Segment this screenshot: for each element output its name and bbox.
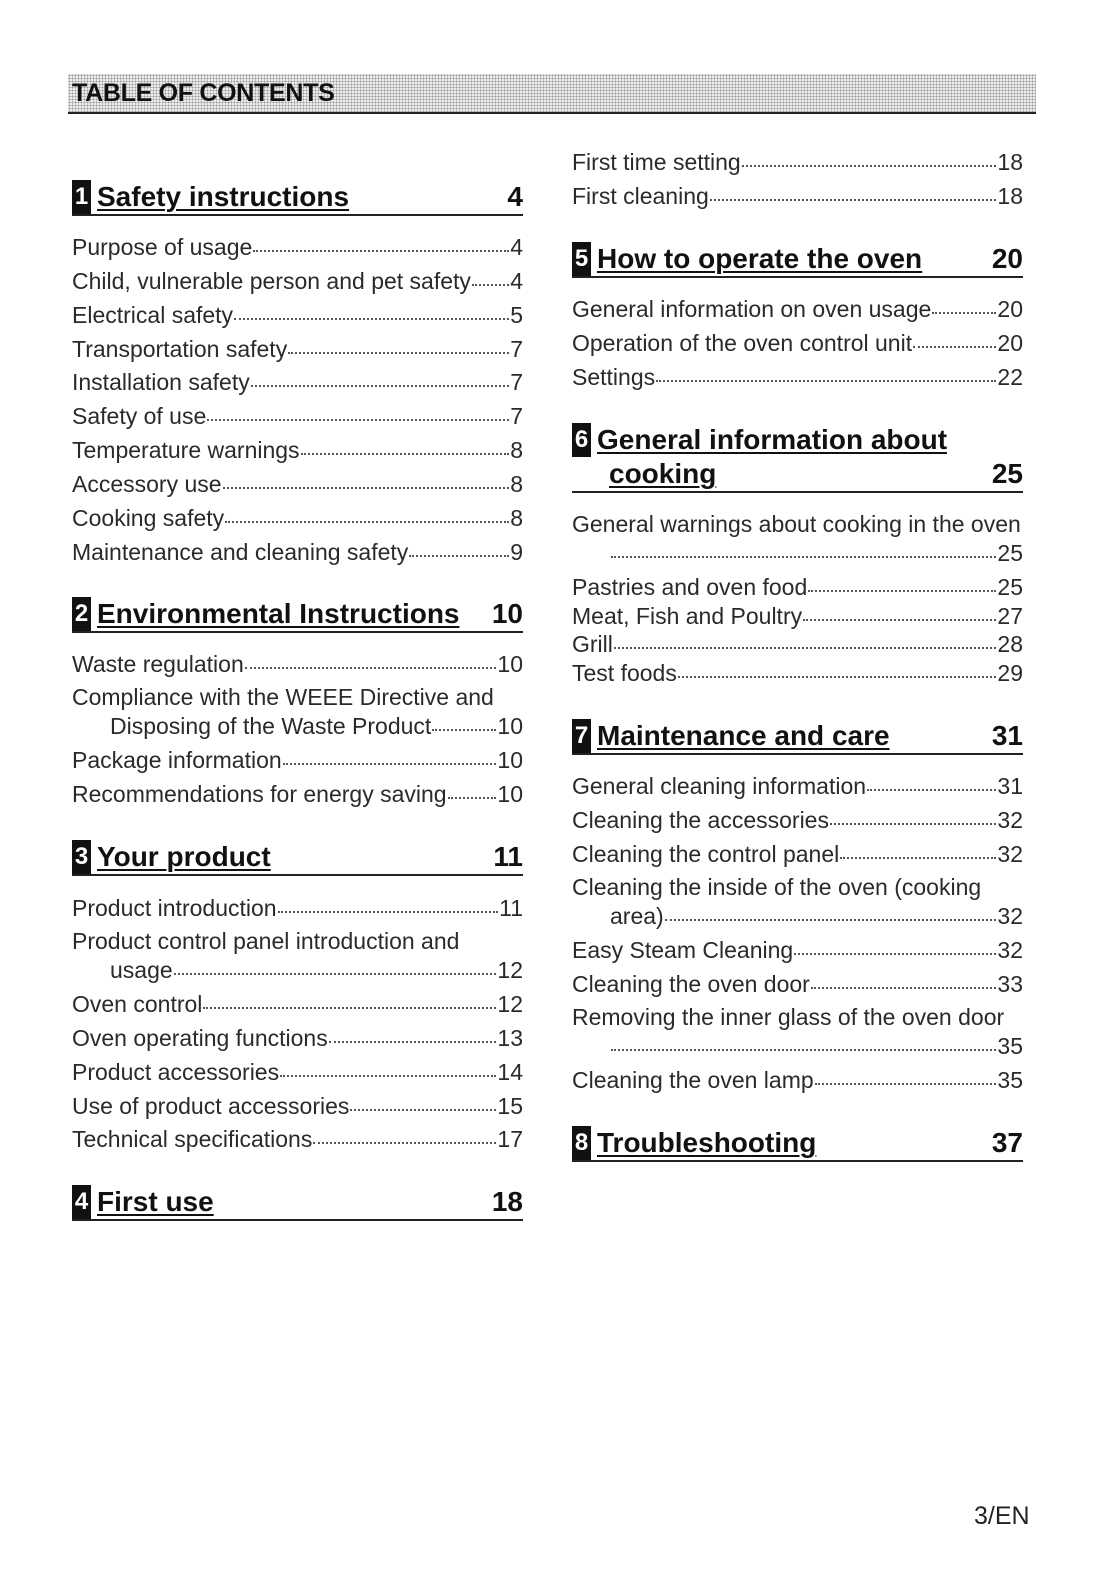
section-number: 2	[72, 597, 91, 631]
entry-page: 5	[510, 302, 523, 328]
entry-label: Technical specifications	[72, 1126, 313, 1152]
entry-label: Compliance with the WEEE Directive and	[72, 684, 494, 710]
entry-page: 32	[997, 841, 1023, 867]
entry-page: 12	[497, 991, 523, 1017]
leader-dots	[867, 788, 996, 791]
toc-entry[interactable]	[72, 779, 523, 809]
toc-entry[interactable]	[72, 893, 523, 923]
leader-dots	[203, 1006, 496, 1009]
entry-label: Removing the inner glass of the oven door	[572, 1004, 1005, 1030]
entry-page: 20	[997, 330, 1023, 356]
section-title: Your product	[97, 841, 271, 872]
entry-page: 28	[997, 631, 1023, 657]
leader-dots	[932, 311, 996, 314]
leader-dots	[794, 952, 996, 955]
entry-page: 32	[997, 903, 1023, 929]
entry-page: 35	[997, 1067, 1023, 1093]
leader-dots	[472, 283, 509, 286]
section-title: Troubleshooting	[597, 1127, 817, 1158]
entry-page: 8	[510, 437, 523, 463]
entry-label: Use of product accessories	[72, 1093, 350, 1119]
entry-label: Safety of use	[72, 403, 207, 429]
entry-page: 25	[997, 540, 1023, 566]
entry-label: Product control panel introduction and	[72, 928, 460, 954]
entry-label: Test foods	[572, 660, 677, 686]
entry-label: Grill	[572, 631, 613, 657]
entry-label: Waste regulation	[72, 651, 244, 677]
toc-entry[interactable]	[572, 328, 1023, 358]
leader-dots	[611, 1048, 996, 1051]
section-safety-instructions[interactable]	[72, 180, 523, 216]
entry-label: Cleaning the accessories	[572, 807, 829, 833]
toc-entry[interactable]	[72, 683, 523, 741]
toc-entry[interactable]	[72, 503, 523, 533]
entry-label: First cleaning	[572, 183, 709, 209]
toc-entry[interactable]	[572, 873, 1023, 931]
entry-page: 11	[499, 895, 523, 921]
toc-entry[interactable]	[72, 649, 523, 679]
leader-dots	[811, 986, 997, 989]
toc-entry[interactable]	[572, 805, 1023, 835]
section-number: 3	[72, 840, 91, 874]
leader-dots	[350, 1108, 496, 1111]
toc-entry[interactable]	[572, 572, 1023, 602]
section-page: 18	[491, 1186, 523, 1217]
entry-page: 35	[997, 1033, 1023, 1059]
entry-label: General cleaning information	[572, 773, 867, 799]
leader-dots	[207, 418, 509, 421]
toc-entry[interactable]	[72, 1023, 523, 1053]
entry-page: 18	[997, 149, 1023, 175]
entry-label: Cleaning the inside of the oven (cooking	[572, 874, 982, 900]
leader-dots	[830, 822, 996, 825]
entry-page: 10	[497, 781, 523, 807]
section-how-to-operate[interactable]	[572, 242, 1023, 278]
toc-entry[interactable]	[572, 294, 1023, 324]
entry-page: 13	[497, 1025, 523, 1051]
toc-entry[interactable]	[572, 629, 1023, 659]
toc-entry[interactable]	[72, 334, 523, 364]
entry-label: Package information	[72, 747, 282, 773]
leader-dots	[251, 384, 509, 387]
page-number: 3/EN	[974, 1502, 1030, 1530]
section-first-use[interactable]	[72, 1185, 523, 1221]
entry-page: 22	[997, 364, 1023, 390]
entry-label: Maintenance and cleaning safety	[72, 539, 409, 565]
entry-label: Product accessories	[72, 1059, 280, 1085]
entry-label: Purpose of usage	[72, 234, 253, 260]
leader-dots	[742, 164, 997, 167]
entry-label: Pastries and oven food	[572, 574, 808, 600]
toc-entry[interactable]	[572, 1003, 1023, 1061]
toc-entry[interactable]	[572, 147, 1023, 177]
section-page: 11	[493, 841, 523, 872]
toc-entry[interactable]	[572, 510, 1023, 568]
entry-page: 25	[997, 574, 1023, 600]
section-page: 37	[991, 1127, 1023, 1158]
toc-entry[interactable]	[72, 401, 523, 431]
leader-dots	[678, 675, 997, 678]
toc-entry[interactable]	[72, 435, 523, 465]
toc-entry[interactable]	[72, 300, 523, 330]
entry-page: 7	[510, 336, 523, 362]
entry-label: Oven control	[72, 991, 203, 1017]
leader-dots	[253, 249, 509, 252]
leader-dots	[225, 520, 509, 523]
section-page: 25	[991, 458, 1023, 489]
section-maintenance-care[interactable]	[572, 719, 1023, 755]
entry-page: 8	[510, 505, 523, 531]
toc-header	[68, 74, 1036, 114]
entry-label: Accessory use	[72, 471, 222, 497]
leader-dots	[448, 796, 497, 799]
toc-entry[interactable]	[72, 989, 523, 1019]
entry-label: Electrical safety	[72, 302, 234, 328]
section-page: 10	[491, 598, 523, 629]
entry-label-continued: Disposing of the Waste Product	[110, 713, 432, 739]
entry-label-continued: area)	[610, 903, 664, 929]
section-page: 31	[991, 720, 1023, 751]
toc-entry[interactable]	[72, 1124, 523, 1154]
entry-label: Product introduction	[72, 895, 277, 921]
entry-page: 8	[510, 471, 523, 497]
leader-dots	[611, 555, 996, 558]
entry-label: Temperature warnings	[72, 437, 300, 463]
leader-dots	[656, 379, 996, 382]
entry-label: First time setting	[572, 149, 741, 175]
toc-entry[interactable]	[572, 839, 1023, 869]
entry-page: 29	[997, 660, 1023, 686]
section-your-product[interactable]	[72, 840, 523, 876]
toc-title: TABLE OF CONTENTS	[72, 79, 335, 107]
entry-label: Settings	[572, 364, 656, 390]
entry-page: 4	[510, 268, 523, 294]
leader-dots	[913, 345, 996, 348]
section-title: First use	[97, 1186, 214, 1217]
leader-dots	[280, 1074, 496, 1077]
entry-page: 32	[997, 807, 1023, 833]
entry-label-continued: usage	[110, 957, 173, 983]
section-number: 1	[72, 180, 91, 214]
toc-entry[interactable]	[72, 745, 523, 775]
section-page: 20	[991, 243, 1023, 274]
section-number: 7	[572, 719, 591, 753]
entry-label: Transportation safety	[72, 336, 288, 362]
entry-label: Recommendations for energy saving	[72, 781, 447, 807]
toc-entry[interactable]	[72, 537, 523, 567]
section-environmental-instructions[interactable]	[72, 597, 523, 633]
leader-dots	[815, 1082, 997, 1085]
entry-page: 10	[497, 651, 523, 677]
toc-entry[interactable]	[572, 181, 1023, 211]
entry-page: 12	[497, 957, 523, 983]
leader-dots	[234, 317, 509, 320]
section-number: 6	[572, 423, 591, 457]
entry-page: 33	[997, 971, 1023, 997]
section-title: Maintenance and care	[597, 720, 890, 751]
toc-entry[interactable]	[72, 1091, 523, 1121]
leader-dots	[840, 856, 996, 859]
leader-dots	[329, 1040, 497, 1043]
entry-label: Operation of the oven control unit	[572, 330, 913, 356]
toc-entry[interactable]	[572, 935, 1023, 965]
entry-page: 32	[997, 937, 1023, 963]
toc-entry[interactable]	[572, 969, 1023, 999]
toc-entry[interactable]	[572, 601, 1023, 631]
leader-dots	[432, 728, 496, 731]
toc-entry[interactable]	[572, 362, 1023, 392]
entry-page: 7	[510, 403, 523, 429]
entry-label: Oven operating functions	[72, 1025, 328, 1051]
toc-entry[interactable]	[72, 266, 523, 296]
leader-dots	[245, 666, 497, 669]
section-title: Environmental Instructions	[97, 598, 460, 629]
section-number: 5	[572, 242, 591, 276]
section-number: 8	[572, 1126, 591, 1160]
leader-dots	[223, 486, 510, 489]
entry-page: 17	[497, 1126, 523, 1152]
entry-label: General information on oven usage	[572, 296, 932, 322]
section-title: Safety instructions	[97, 181, 350, 212]
leader-dots	[614, 646, 997, 649]
entry-page: 10	[497, 747, 523, 773]
toc-entry[interactable]	[572, 771, 1023, 801]
leader-dots	[278, 910, 499, 913]
entry-label: Cooking safety	[72, 505, 225, 531]
entry-label: Cleaning the control panel	[572, 841, 840, 867]
leader-dots	[313, 1141, 496, 1144]
toc-entry[interactable]	[72, 367, 523, 397]
entry-page: 15	[497, 1093, 523, 1119]
entry-page: 27	[997, 603, 1023, 629]
entry-page: 4	[510, 234, 523, 260]
entry-label: Cleaning the oven lamp	[572, 1067, 814, 1093]
section-troubleshooting[interactable]	[572, 1126, 1023, 1162]
toc-entry[interactable]	[72, 232, 523, 262]
section-page: 4	[507, 181, 523, 212]
section-number: 4	[72, 1185, 91, 1219]
toc-entry[interactable]	[72, 469, 523, 499]
toc-entry[interactable]	[572, 658, 1023, 688]
section-title: How to operate the oven	[597, 243, 923, 274]
entry-page: 7	[510, 369, 523, 395]
leader-dots	[174, 972, 497, 975]
entry-label: Easy Steam Cleaning	[572, 937, 794, 963]
toc-entry[interactable]	[72, 1057, 523, 1087]
leader-dots	[301, 452, 510, 455]
toc-entry[interactable]	[72, 927, 523, 985]
entry-label: Meat, Fish and Poultry	[572, 603, 803, 629]
entry-page: 31	[997, 773, 1023, 799]
leader-dots	[288, 351, 509, 354]
leader-dots	[409, 554, 509, 557]
entry-label: Cleaning the oven door	[572, 971, 810, 997]
entry-label: General warnings about cooking in the oven	[572, 511, 1021, 537]
entry-label: Child, vulnerable person and pet safety	[72, 268, 471, 294]
leader-dots	[665, 918, 997, 921]
section-title: General information about	[597, 424, 948, 455]
toc-entry[interactable]	[572, 1065, 1023, 1095]
entry-label: Installation safety	[72, 369, 250, 395]
leader-dots	[283, 762, 497, 765]
entry-page: 10	[497, 713, 523, 739]
entry-page: 14	[497, 1059, 523, 1085]
section-title-continued: cooking	[609, 458, 717, 489]
leader-dots	[808, 589, 996, 592]
entry-page: 20	[997, 296, 1023, 322]
section-general-information-cooking[interactable]	[572, 423, 1023, 493]
leader-dots	[710, 198, 997, 201]
entry-page: 18	[997, 183, 1023, 209]
leader-dots	[803, 618, 996, 621]
entry-page: 9	[510, 539, 523, 565]
